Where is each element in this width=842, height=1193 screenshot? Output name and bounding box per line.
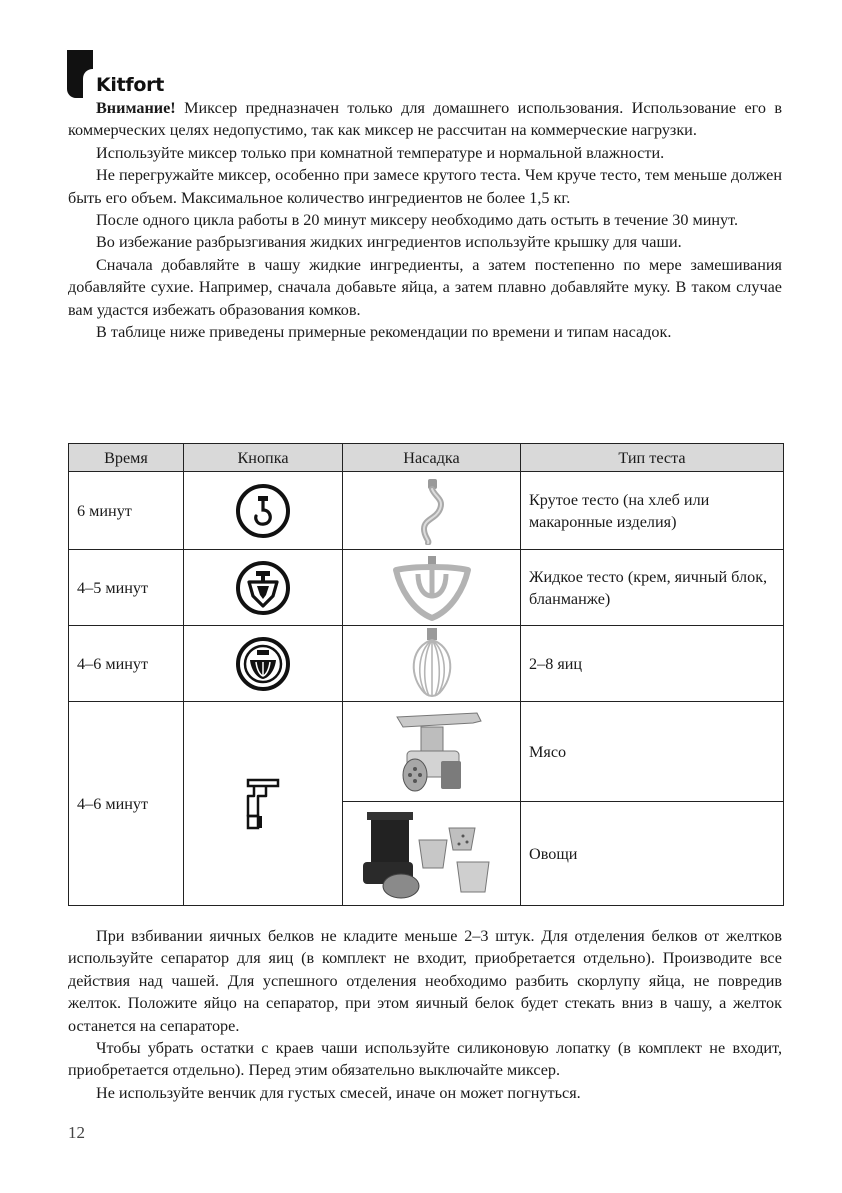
table-header-row [69, 444, 784, 472]
paragraph: Во избежание разбрызгивания жидких ингредиентов используйте крышку для чаши. [96, 233, 682, 252]
paragraph: Не используйте венчик для густых смесей, иначе он может погнуться. [96, 1083, 581, 1102]
paragraph: Внимание! Миксер предназначен только для домашнего использования. Использование его в коммерческих целях недопустимо, так как миксер не рассчитан на коммерческие нагрузки. [68, 99, 782, 140]
table-row [69, 626, 784, 702]
paragraph: Не перегружайте миксер, особенно при замесе крутого теста. Чем круче тесто, тем меньше должен быть его объем. Максимальное количество ингредиентов не более 1,5 кг. [68, 166, 782, 207]
time-cell: 6 минут [69, 472, 184, 550]
brand-logo [67, 46, 164, 98]
paragraph: Используйте миксер только при комнатной температуре и нормальной влажности. [96, 143, 665, 162]
dough-type-cell: Крутое тесто (на хлеб или макаронные изделия) [521, 472, 784, 550]
header-dough-type: Тип теста [521, 444, 784, 472]
kitfort-logo-icon [67, 50, 93, 98]
header-attachment: Насадка [343, 444, 521, 472]
paragraph: Сначала добавляйте в чашу жидкие ингредиенты, а затем постепенно по мере замешивания добавляйте сухие. Например, сначала добавьте яйца, а затем плавно добавляйте муку. В таком случае вам удастся избежать образования комков. [68, 255, 782, 319]
flat-beater-attachment [384, 554, 480, 622]
dough-type-cell: 2–8 яиц [521, 626, 784, 702]
page-number: 12 [68, 1123, 85, 1142]
grinder-icon [240, 776, 286, 832]
bottom-text [68, 925, 782, 1104]
recommendation-table [68, 443, 784, 906]
brand-name: Kitfort [96, 74, 164, 96]
paragraph: Чтобы убрать остатки с краев чаши используйте силиконовую лопатку (в комплект не входит, приобретается отдельно). Перед этим обязательно выключайте миксер. [68, 1039, 782, 1080]
paragraph: После одного цикла работы в 20 минут миксеру необходимо дать остыть в течение 30 минут. [96, 211, 739, 230]
vegetable-slicer-attachment [357, 806, 507, 902]
header-time: Время [69, 444, 184, 472]
dough-hook-attachment [402, 477, 462, 545]
time-cell: 4–5 минут [69, 550, 184, 626]
dough-hook-icon [235, 483, 291, 539]
top-text [68, 97, 782, 343]
wire-whisk-attachment [402, 628, 462, 700]
meat-grinder-attachment [377, 707, 487, 797]
paragraph: При взбивании яичных белков не кладите меньше 2–3 штук. Для отделения белков от желтков используйте сепаратор для яиц (в комплект не входит, приобретается отдельно). Производите все действия над чашей. Для успешного отделения необходимо разбить скорлупу яйца, не повредив желток. Положите яйцо на сепаратор, при этом яичный белок будет стекать вниз в чашу, а желток останется на сепараторе. [68, 927, 782, 1035]
table-row [69, 550, 784, 626]
dough-type-cell: Мясо [521, 702, 784, 802]
dough-type-cell: Овощи [521, 802, 784, 906]
paragraph: В таблице ниже приведены примерные рекомендации по времени и типам насадок. [96, 323, 672, 342]
table-row [69, 472, 784, 550]
header-button: Кнопка [184, 444, 343, 472]
time-cell: 4–6 минут [69, 702, 184, 906]
time-cell: 4–6 минут [69, 626, 184, 702]
whisk-icon [235, 636, 291, 692]
flat-beater-icon [235, 560, 291, 616]
dough-type-cell: Жидкое тесто (крем, яичный блок, бланманже) [521, 550, 784, 626]
table-row [69, 702, 784, 802]
